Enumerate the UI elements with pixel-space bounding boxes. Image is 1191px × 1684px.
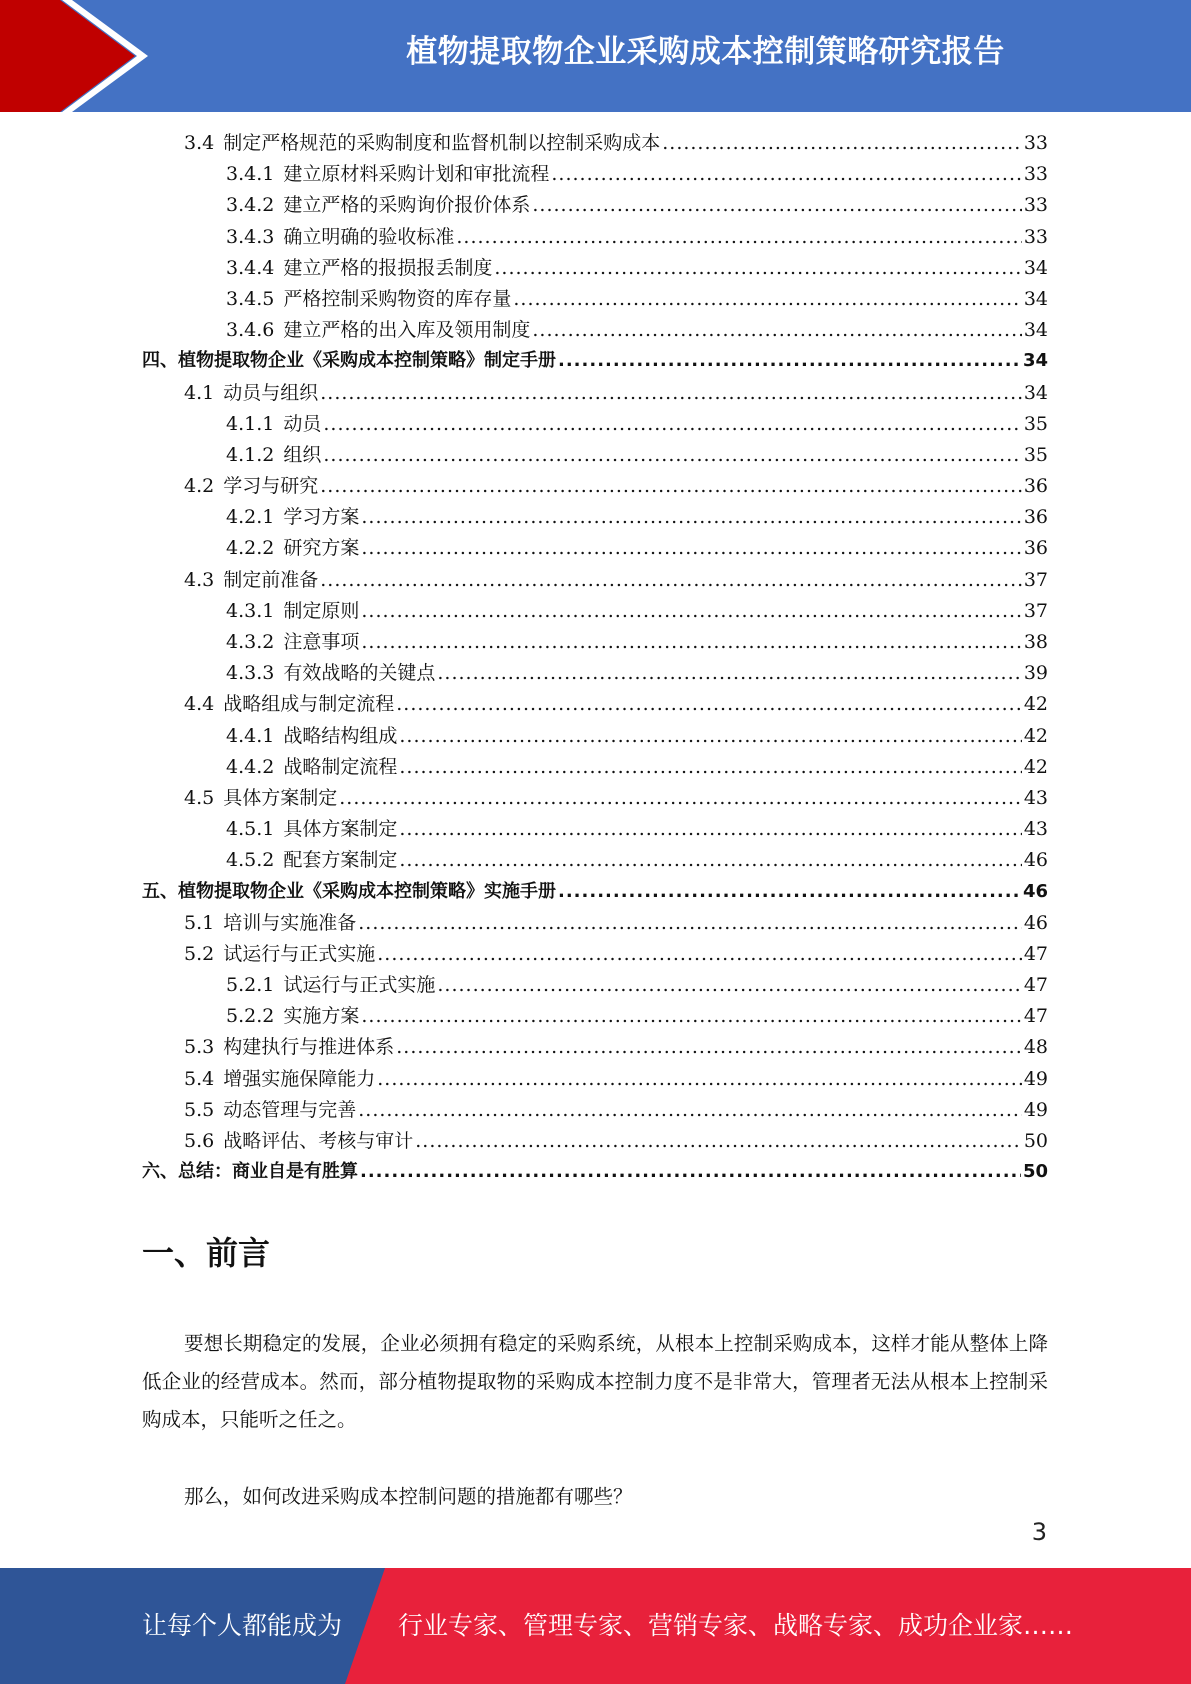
toc-entry[interactable] xyxy=(142,502,1048,533)
toc-entry-title: 具体方案制定 xyxy=(223,786,338,809)
toc-entry-page: 33 xyxy=(1023,194,1048,217)
toc-entry-number: 3.4.5 xyxy=(226,287,275,310)
toc-entry-title: 建立严格的出入库及领用制度 xyxy=(283,319,531,342)
toc-entry[interactable] xyxy=(142,752,1048,783)
toc-entry[interactable] xyxy=(142,1064,1048,1095)
body-paragraph: 那么，如何改进采购成本控制问题的措施都有哪些？ xyxy=(184,1485,633,1508)
toc-entry[interactable] xyxy=(142,970,1048,1001)
toc-entry-number: 4.1 xyxy=(184,381,215,404)
toc-entry-number: 5.5 xyxy=(184,1098,215,1121)
toc-entry-number: 3.4.4 xyxy=(226,256,275,279)
toc-entry[interactable] xyxy=(142,814,1048,845)
toc-dot-leader xyxy=(361,631,1021,653)
toc-dot-leader xyxy=(456,226,1021,248)
toc-dot-leader xyxy=(532,319,1021,341)
toc-entry-title: 制定原则 xyxy=(283,599,360,622)
toc-dot-leader xyxy=(437,662,1021,684)
toc-entry-title: 培训与实施准备 xyxy=(223,911,357,934)
toc-entry[interactable] xyxy=(142,1032,1048,1063)
toc-entry-page: 50 xyxy=(1022,1161,1048,1183)
toc-entry-title: 试运行与正式实施 xyxy=(223,942,376,965)
toc-entry[interactable] xyxy=(142,533,1048,564)
toc-dot-leader xyxy=(396,693,1022,715)
toc-dot-leader xyxy=(415,1130,1022,1152)
toc-dot-leader xyxy=(320,475,1022,497)
toc-entry-title: 战略评估、考核与审计 xyxy=(223,1130,414,1152)
toc-dot-leader xyxy=(361,506,1021,528)
toc-entry-page: 49 xyxy=(1023,1067,1048,1090)
toc-entry-title: 六、总结：商业自是有胜算 xyxy=(142,1161,358,1183)
toc-entry-title: 五、植物提取物企业《采购成本控制策略》实施手册 xyxy=(142,880,556,902)
toc-dot-leader xyxy=(494,257,1021,279)
toc-dot-leader xyxy=(361,537,1021,559)
toc-entry[interactable] xyxy=(142,596,1048,627)
toc-entry-number: 3.4.2 xyxy=(226,194,275,217)
toc-entry-page: 48 xyxy=(1023,1036,1048,1059)
toc-entry-page: 36 xyxy=(1023,537,1048,560)
toc-entry-title: 四、植物提取物企业《采购成本控制策略》制定手册 xyxy=(142,350,556,372)
toc-entry-page: 42 xyxy=(1023,755,1048,778)
toc-entry[interactable] xyxy=(142,877,1048,908)
toc-entry-title: 建立严格的报损报丢制度 xyxy=(283,256,493,279)
toc-entry[interactable] xyxy=(142,409,1048,440)
toc-dot-leader xyxy=(399,818,1021,840)
toc-dot-leader xyxy=(320,382,1022,404)
toc-entry-number: 3.4.1 xyxy=(226,163,275,186)
toc-dot-leader xyxy=(361,1005,1021,1027)
toc-entry-title: 有效战略的关键点 xyxy=(283,662,436,685)
toc-entry[interactable] xyxy=(142,783,1048,814)
footer-slogan-right: 行业专家、管理专家、营销专家、战略专家、成功企业家…… xyxy=(398,1611,1074,1640)
toc-entry-number: 4.5.1 xyxy=(226,818,275,841)
toc-entry-number: 5.2 xyxy=(184,942,215,965)
toc-dot-leader xyxy=(323,413,1021,435)
toc-entry-number: 4.1.1 xyxy=(226,412,275,435)
body-paragraph: 要想长期稳定的发展，企业必须拥有稳定的采购系统，从根本上控制采购成本，这样才能从整体上降低企业的经营成本。然而，部分植物提取物的采购成本控制力度不是非常大，管理者无法从根本上控制采购成本，只能听之任之。 xyxy=(142,1332,1048,1431)
toc-entry-number: 5.3 xyxy=(184,1036,215,1059)
toc-entry-page: 47 xyxy=(1023,974,1048,997)
toc-dot-leader xyxy=(377,943,1022,965)
toc-entry-title: 建立严格的采购询价报价体系 xyxy=(283,194,531,217)
toc-entry[interactable] xyxy=(142,471,1048,502)
toc-entry[interactable] xyxy=(142,346,1048,377)
toc-entry[interactable] xyxy=(142,222,1048,253)
toc-entry[interactable] xyxy=(142,658,1048,689)
toc-entry-page: 46 xyxy=(1022,880,1048,902)
toc-dot-leader xyxy=(396,1036,1022,1058)
toc-entry-number: 5.2.1 xyxy=(226,974,275,997)
toc-entry[interactable] xyxy=(142,908,1048,939)
toc-dot-leader xyxy=(532,194,1021,216)
toc-entry[interactable] xyxy=(142,190,1048,221)
toc-dot-leader xyxy=(558,881,1021,902)
toc-entry-page: 38 xyxy=(1023,631,1048,653)
toc-entry-number: 4.3.3 xyxy=(226,662,275,685)
toc-dot-leader xyxy=(662,132,1022,154)
toc-dot-leader xyxy=(377,1068,1022,1090)
toc-entry-title: 组织 xyxy=(283,443,322,466)
toc-entry-title: 增强实施保障能力 xyxy=(223,1067,376,1090)
toc-entry[interactable] xyxy=(142,939,1048,970)
toc-dot-leader xyxy=(551,163,1021,185)
toc-entry-page: 37 xyxy=(1023,599,1048,622)
toc-entry-page: 47 xyxy=(1023,942,1048,965)
toc-entry-number: 4.4 xyxy=(184,693,215,716)
toc-entry-title: 动员 xyxy=(283,412,322,435)
toc-entry-title: 学习与研究 xyxy=(223,475,319,498)
toc-entry-page: 33 xyxy=(1023,225,1048,248)
toc-entry[interactable] xyxy=(142,689,1048,720)
toc-dot-leader xyxy=(399,725,1021,747)
toc-entry-page: 34 xyxy=(1023,319,1048,342)
table-of-contents xyxy=(142,128,1048,1188)
toc-entry-number: 4.2 xyxy=(184,475,215,498)
header-chevron-graphic xyxy=(0,0,160,112)
toc-entry[interactable] xyxy=(142,159,1048,190)
toc-dot-leader xyxy=(399,849,1021,871)
toc-entry-number: 4.2.2 xyxy=(226,537,275,560)
toc-entry[interactable] xyxy=(142,315,1048,346)
toc-entry-number: 5.6 xyxy=(184,1130,215,1152)
toc-entry-page: 49 xyxy=(1023,1098,1048,1121)
toc-entry-number: 4.3 xyxy=(184,568,215,591)
toc-entry-title: 动员与组织 xyxy=(223,381,319,404)
toc-entry-number: 5.4 xyxy=(184,1067,215,1090)
toc-entry-title: 研究方案 xyxy=(283,537,360,560)
toc-entry-number: 4.1.2 xyxy=(226,443,275,466)
toc-dot-leader xyxy=(320,569,1022,591)
toc-entry-title: 建立原材料采购计划和审批流程 xyxy=(283,163,550,186)
toc-entry[interactable] xyxy=(142,253,1048,284)
toc-entry-title: 具体方案制定 xyxy=(283,818,398,841)
toc-entry-page: 47 xyxy=(1023,1005,1048,1028)
toc-entry-number: 4.3.1 xyxy=(226,599,275,622)
toc-entry-number: 4.4.1 xyxy=(226,724,275,747)
toc-entry-number: 5.1 xyxy=(184,911,215,934)
toc-entry[interactable] xyxy=(142,284,1048,315)
page-header xyxy=(0,0,1191,112)
toc-entry-number: 4.3.2 xyxy=(226,631,275,653)
toc-entry-number: 4.5.2 xyxy=(226,849,275,872)
toc-entry-page: 43 xyxy=(1023,818,1048,841)
toc-entry-page: 34 xyxy=(1023,381,1048,404)
toc-entry-page: 46 xyxy=(1023,911,1048,934)
page-number: 3 xyxy=(1031,1518,1047,1546)
toc-entry-page: 36 xyxy=(1023,506,1048,529)
toc-entry-page: 34 xyxy=(1023,287,1048,310)
toc-entry-title: 制定严格规范的采购制度和监督机制以控制采购成本 xyxy=(223,132,661,154)
toc-dot-leader xyxy=(358,912,1022,934)
toc-entry-title: 学习方案 xyxy=(283,506,360,529)
toc-entry-title: 配套方案制定 xyxy=(283,849,398,872)
toc-dot-leader xyxy=(513,288,1021,310)
toc-entry-number: 3.4.3 xyxy=(226,225,275,248)
toc-entry-page: 36 xyxy=(1023,475,1048,498)
toc-entry[interactable] xyxy=(142,440,1048,471)
toc-entry-title: 实施方案 xyxy=(283,1005,360,1028)
toc-entry-page: 39 xyxy=(1023,662,1048,685)
toc-entry-page: 35 xyxy=(1023,443,1048,466)
toc-dot-leader xyxy=(437,974,1021,996)
toc-entry-number: 4.2.1 xyxy=(226,506,275,529)
toc-entry-page: 50 xyxy=(1023,1130,1048,1152)
toc-entry-page: 43 xyxy=(1023,786,1048,809)
toc-dot-leader xyxy=(323,444,1021,466)
toc-entry-page: 42 xyxy=(1023,693,1048,716)
toc-entry[interactable] xyxy=(142,565,1048,596)
toc-entry[interactable] xyxy=(142,845,1048,876)
toc-entry-page: 35 xyxy=(1023,412,1048,435)
toc-entry[interactable] xyxy=(142,721,1048,752)
toc-entry-title: 战略组成与制定流程 xyxy=(223,693,395,716)
toc-entry-number: 4.5 xyxy=(184,786,215,809)
toc-entry[interactable] xyxy=(142,627,1048,658)
toc-entry-page: 37 xyxy=(1023,568,1048,591)
toc-entry-title: 制定前准备 xyxy=(223,568,319,591)
toc-dot-leader xyxy=(399,756,1021,778)
toc-entry[interactable] xyxy=(142,128,1048,159)
toc-entry-title: 战略制定流程 xyxy=(283,755,398,778)
toc-entry-title: 动态管理与完善 xyxy=(223,1098,357,1121)
toc-entry[interactable] xyxy=(142,1126,1048,1157)
page-footer xyxy=(0,1568,1191,1684)
toc-entry[interactable] xyxy=(142,1157,1048,1188)
toc-entry-number: 4.4.2 xyxy=(226,755,275,778)
toc-entry-page: 34 xyxy=(1023,256,1048,279)
toc-entry-title: 注意事项 xyxy=(283,631,360,653)
toc-entry-title: 严格控制采购物资的库存量 xyxy=(283,287,512,310)
toc-entry-title: 确立明确的验收标准 xyxy=(283,225,455,248)
toc-entry-page: 33 xyxy=(1023,132,1048,154)
toc-entry-title: 战略结构组成 xyxy=(283,724,398,747)
toc-dot-leader xyxy=(358,1099,1022,1121)
toc-entry-title: 构建执行与推进体系 xyxy=(223,1036,395,1059)
toc-entry[interactable] xyxy=(142,378,1048,409)
toc-dot-leader xyxy=(361,600,1021,622)
toc-dot-leader xyxy=(360,1161,1021,1182)
section-heading: 一、前言 xyxy=(142,1234,271,1272)
toc-entry[interactable] xyxy=(142,1001,1048,1032)
toc-dot-leader xyxy=(558,350,1021,371)
toc-entry-page: 42 xyxy=(1023,724,1048,747)
report-title: 植物提取物企业采购成本控制策略研究报告 xyxy=(406,34,1005,70)
toc-entry-page: 33 xyxy=(1023,163,1048,186)
toc-entry-number: 3.4 xyxy=(184,132,215,154)
footer-slogan-left: 让每个人都能成为 xyxy=(142,1611,343,1640)
toc-entry-page: 46 xyxy=(1023,849,1048,872)
toc-entry-number: 5.2.2 xyxy=(226,1005,275,1028)
toc-entry-page: 34 xyxy=(1022,350,1048,372)
toc-entry-number: 3.4.6 xyxy=(226,319,275,342)
toc-dot-leader xyxy=(339,787,1022,809)
toc-entry-title: 试运行与正式实施 xyxy=(283,974,436,997)
toc-entry[interactable] xyxy=(142,1095,1048,1126)
